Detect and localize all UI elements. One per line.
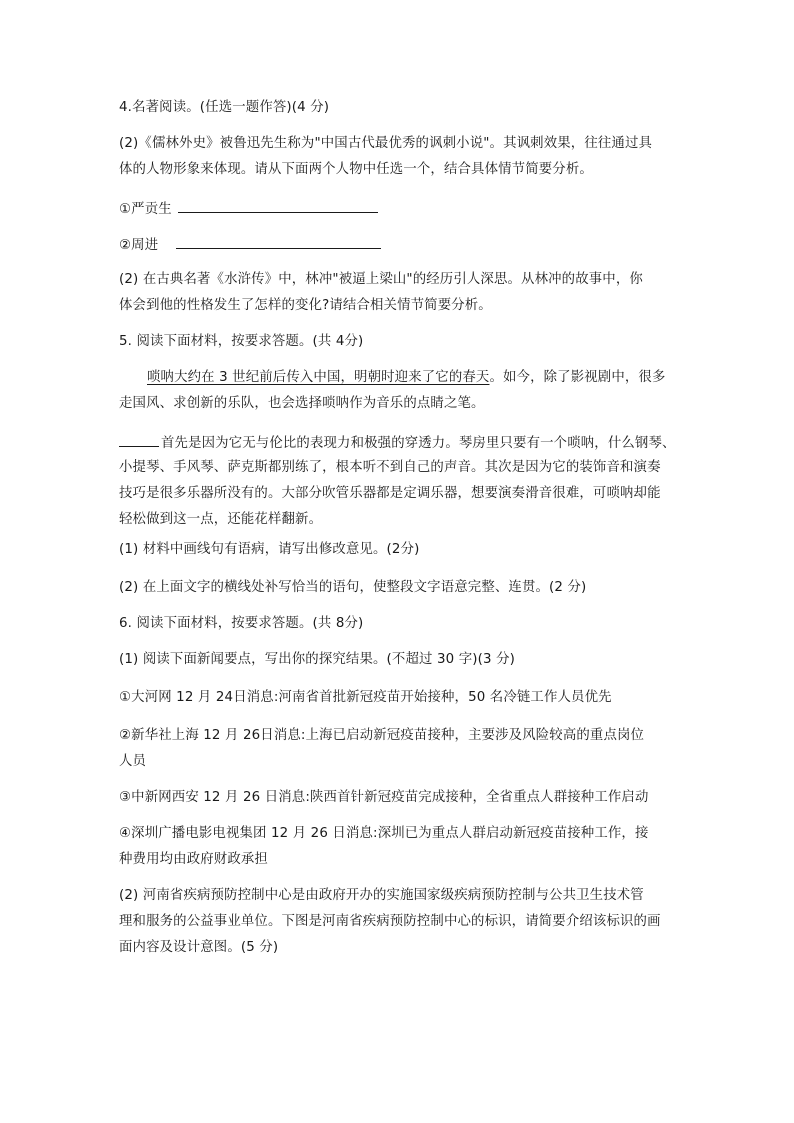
news-item-1: ①大河网 12 月 24日消息:河南省首批新冠疫苗开始接种，50 名冷链工作人员优先 — [119, 690, 612, 705]
q4-option-2-label: ②周进 — [119, 238, 159, 253]
q5-heading: 5. 阅读下面材料，按要求答题。(共 4分) — [119, 334, 364, 349]
q4-part2-line1: (2) 在古典名著《水浒传》中，林冲"被逼上梁山"的经历引人深思。从林冲的故事中，你 — [119, 272, 643, 287]
q5-para2-line2: 小提琴、手风琴、萨克斯都别练了，根本听不到自己的声音。其次是因为它的装饰音和演奏 — [119, 460, 661, 475]
q5-para2-line1 — [119, 432, 676, 454]
q4-option-1-label: ①严贡生 — [119, 202, 172, 217]
news-item-4-line1: ④深圳广播电影电视集团 12 月 26 日消息:深圳已为重点人群启动新冠疫苗接种工作，接 — [119, 826, 649, 841]
q5-para1-rest: 。如今，除了影视剧中，很多 — [489, 370, 666, 385]
q5-sub1: (1) 材料中画线句有语病，请写出修改意见。(2分) — [119, 542, 420, 557]
q4-part1-line1: (2)《儒林外史》被鲁迅先生称为"中国古代最优秀的讽刺小说"。其讽刺效果，往往通过具 — [119, 136, 653, 151]
q5-para1-line2: 走国风、求创新的乐队，也会选择唢呐作为音乐的点睛之笔。 — [119, 396, 485, 411]
q5-para2-line4: 轻松做到这一点，还能花样翻新。 — [119, 512, 323, 527]
answer-blank-1[interactable] — [178, 198, 378, 213]
q6-sub2-line1: (2) 河南省疾病预防控制中心是由政府开办的实施国家级疾病预防控制与公共卫生技术管 — [119, 888, 644, 903]
news-item-2-line1: ②新华社上海 12 月 26日消息:上海已启动新冠疫苗接种，主要涉及风险较高的重点岗位 — [119, 728, 645, 743]
news-item-4-line2: 种费用均由政府财政承担 — [119, 852, 268, 867]
answer-blank-2[interactable] — [176, 234, 381, 249]
q6-sub1: (1) 阅读下面新闻要点，写出你的探究结果。(不超过 30 字)(3 分) — [119, 652, 515, 667]
underlined-sentence: 唢呐大约在 3 世纪前后传入中国，明朝时迎来了它的春天 — [147, 370, 490, 385]
news-item-3: ③中新网西安 12 月 26 日消息:陕西首针新冠疫苗完成接种，全省重点人群接种工作启动 — [119, 790, 649, 805]
q4-part2-line2: 体会到他的性格发生了怎样的变化?请结合相关情节简要分析。 — [119, 298, 492, 313]
q4-part1-line2: 体的人物形象来体现。请从下面两个人物中任选一个，结合具体情节简要分析。 — [119, 162, 593, 177]
q5-para2-line3: 技巧是很多乐器所没有的。大部分吹管乐器都是定调乐器，想要演奏滑音很难，可唢呐却能 — [119, 486, 661, 501]
q6-sub2-line3: 面内容及设计意图。(5 分) — [119, 940, 279, 955]
fill-in-blank[interactable] — [119, 432, 159, 447]
q5-para2-line1-text: 首先是因为它无与伦比的表现力和极强的穿透力。琴房里只要有一个唢呐，什么钢琴、 — [161, 436, 676, 451]
q4-option-2 — [119, 234, 381, 256]
q5-sub2: (2) 在上面文字的横线处补写恰当的语句，使整段文字语意完整、连贯。(2 分) — [119, 580, 587, 595]
q6-sub2-line2: 理和服务的公益事业单位。下图是河南省疾病预防控制中心的标识，请简要介绍该标识的画 — [119, 914, 661, 929]
q6-heading: 6. 阅读下面材料，按要求答题。(共 8分) — [119, 616, 364, 631]
q4-option-1 — [119, 198, 378, 220]
q4-heading: 4.名著阅读。(任选一题作答)(4 分) — [119, 100, 330, 115]
news-item-2-line2: 人员 — [119, 754, 147, 769]
q5-para1-line1 — [147, 368, 666, 388]
